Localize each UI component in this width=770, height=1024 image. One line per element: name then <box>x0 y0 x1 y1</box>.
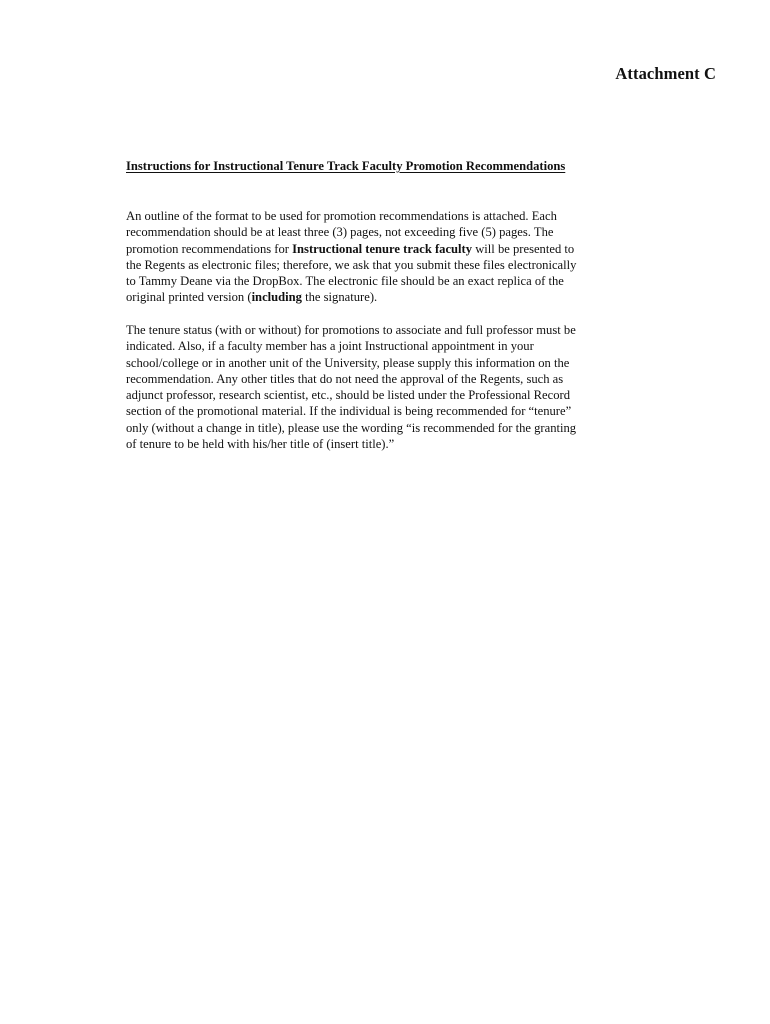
paragraph2-line: indicated. Also, if a faculty member has a joint Instructional appointment in your <box>126 339 534 354</box>
paragraph1-line <box>126 289 626 305</box>
paragraph1-line: the Regents as electronic files; therefore, we ask that you submit these files electronically <box>126 257 577 272</box>
paragraph2-line: of tenure to be held with his/her title of (insert title).” <box>126 437 395 452</box>
paragraph1-line: recommendation should be at least three (3) pages, not exceeding five (5) pages. The <box>126 225 554 240</box>
paragraph2-line: school/college or in another unit of the University, please supply this information on the <box>126 355 570 370</box>
paragraph1-line <box>126 241 626 257</box>
paragraph-tenure-status <box>126 322 626 452</box>
paragraph-format-instructions <box>126 208 626 306</box>
paragraph1-bold-text: including <box>251 290 302 305</box>
paragraph1-text: will be presented to <box>472 241 575 256</box>
paragraph2-line: The tenure status (with or without) for promotions to associate and full professor must be <box>126 323 576 337</box>
paragraph1-bold-text: Instructional tenure track faculty <box>292 241 473 256</box>
document-title: Instructions for Instructional Tenure Track Faculty Promotion Recommendations <box>126 159 566 173</box>
attachment-label: Attachment C <box>615 64 716 83</box>
paragraph1-text: the signature). <box>301 290 378 305</box>
paragraph1-text: original printed version ( <box>126 290 252 305</box>
paragraph2-line: section of the promotional material. If the individual is being recommended for “tenure” <box>126 404 572 419</box>
paragraph1-line: An outline of the format to be used for promotion recommendations is attached. Each <box>126 209 557 223</box>
paragraph2-line: recommendation. Any other titles that do not need the approval of the Regents, such as <box>126 371 564 386</box>
paragraph1-text: promotion recommendations for <box>126 241 293 256</box>
paragraph2-line: adjunct professor, research scientist, etc., should be listed under the Professional Record <box>126 388 570 403</box>
paragraph2-line: only (without a change in title), please use the wording “is recommended for the granting <box>126 420 577 435</box>
paragraph1-line: to Tammy Deane via the DropBox. The electronic file should be an exact replica of the <box>126 274 564 289</box>
